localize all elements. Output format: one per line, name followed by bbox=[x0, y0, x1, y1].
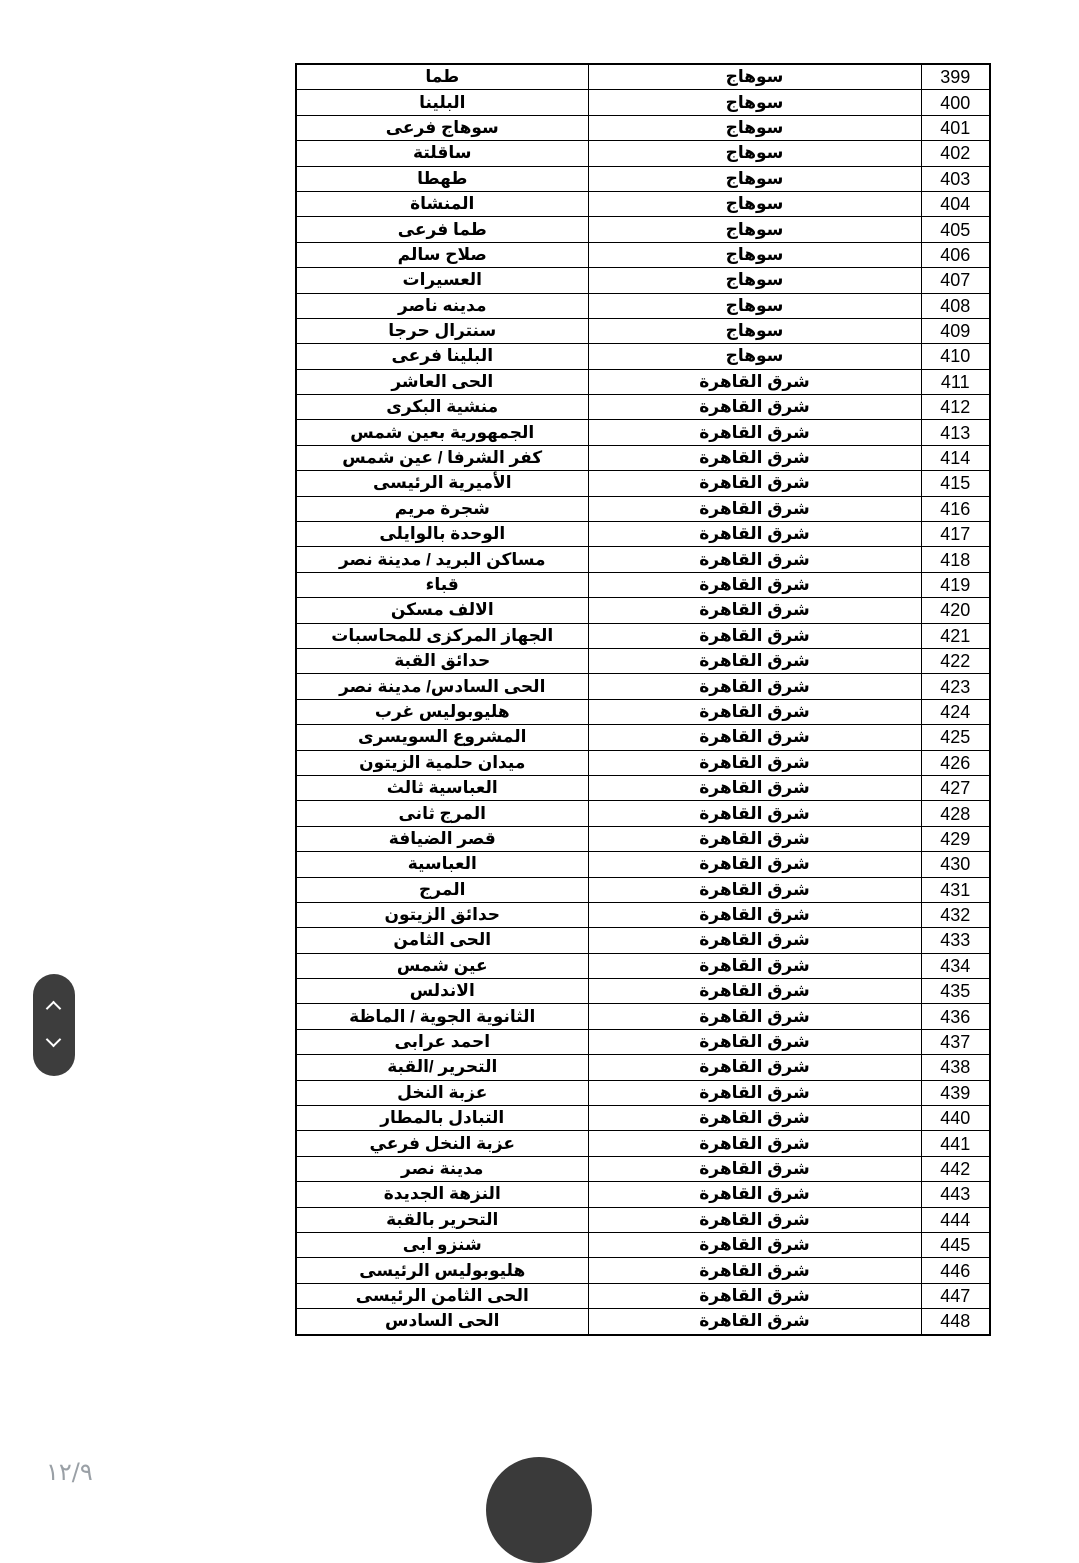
table-row bbox=[296, 522, 990, 547]
row-number-cell: 440 bbox=[921, 1106, 990, 1131]
office-name-cell: الثانوية الجوية / الماظة bbox=[296, 1004, 588, 1029]
row-number-cell: 417 bbox=[921, 522, 990, 547]
table-row bbox=[296, 699, 990, 724]
row-number-cell: 416 bbox=[921, 496, 990, 521]
office-name-cell: طهطا bbox=[296, 166, 588, 191]
office-name-cell: حدائق القبة bbox=[296, 648, 588, 673]
office-name-cell: احمد عرابى bbox=[296, 1029, 588, 1054]
office-name-cell: سوهاج فرعى bbox=[296, 115, 588, 140]
office-name-cell: الجهاز المركزى للمحاسبات bbox=[296, 623, 588, 648]
office-name-cell: عين شمس bbox=[296, 953, 588, 978]
governorate-cell: شرق القاهرة bbox=[588, 445, 921, 470]
governorate-cell: شرق القاهرة bbox=[588, 775, 921, 800]
office-name-cell: المشروع السويسرى bbox=[296, 725, 588, 750]
table-row bbox=[296, 572, 990, 597]
office-name-cell: هليوبوليس غرب bbox=[296, 699, 588, 724]
table-row bbox=[296, 928, 990, 953]
office-name-cell: مدينة نصر bbox=[296, 1156, 588, 1181]
office-name-cell: التبادل بالمطار bbox=[296, 1106, 588, 1131]
table-row bbox=[296, 1055, 990, 1080]
governorate-cell: شرق القاهرة bbox=[588, 1029, 921, 1054]
governorate-cell: شرق القاهرة bbox=[588, 979, 921, 1004]
table-row bbox=[296, 674, 990, 699]
table-row bbox=[296, 1106, 990, 1131]
governorate-cell: شرق القاهرة bbox=[588, 395, 921, 420]
table-row bbox=[296, 979, 990, 1004]
row-number-cell: 407 bbox=[921, 268, 990, 293]
governorate-cell: شرق القاهرة bbox=[588, 496, 921, 521]
row-number-cell: 420 bbox=[921, 598, 990, 623]
office-name-cell: طما فرعى bbox=[296, 217, 588, 242]
office-name-cell: الأميرية الرئيسى bbox=[296, 471, 588, 496]
governorate-cell: شرق القاهرة bbox=[588, 1131, 921, 1156]
governorate-cell: شرق القاهرة bbox=[588, 1232, 921, 1257]
governorate-cell: سوهاج bbox=[588, 141, 921, 166]
table-row bbox=[296, 293, 990, 318]
governorate-cell: شرق القاهرة bbox=[588, 852, 921, 877]
row-number-cell: 412 bbox=[921, 395, 990, 420]
office-name-cell: البلينا فرعى bbox=[296, 344, 588, 369]
governorate-cell: شرق القاهرة bbox=[588, 1258, 921, 1283]
table-row bbox=[296, 547, 990, 572]
row-number-cell: 430 bbox=[921, 852, 990, 877]
governorate-cell: شرق القاهرة bbox=[588, 522, 921, 547]
table-row bbox=[296, 344, 990, 369]
row-number-cell: 402 bbox=[921, 141, 990, 166]
office-name-cell: شجرة مريم bbox=[296, 496, 588, 521]
table-row bbox=[296, 750, 990, 775]
office-name-cell: سنترال حرجا bbox=[296, 318, 588, 343]
row-number-cell: 429 bbox=[921, 826, 990, 851]
table-row bbox=[296, 648, 990, 673]
table-row bbox=[296, 1258, 990, 1283]
office-name-cell: الجمهورية بعين شمس bbox=[296, 420, 588, 445]
table-row bbox=[296, 1207, 990, 1232]
table-row bbox=[296, 877, 990, 902]
governorate-cell: سوهاج bbox=[588, 344, 921, 369]
governorate-cell: شرق القاهرة bbox=[588, 1106, 921, 1131]
governorate-cell: شرق القاهرة bbox=[588, 598, 921, 623]
table-row bbox=[296, 598, 990, 623]
office-name-cell: الحى الثامن bbox=[296, 928, 588, 953]
row-number-cell: 408 bbox=[921, 293, 990, 318]
governorate-cell: شرق القاهرة bbox=[588, 1207, 921, 1232]
row-number-cell: 444 bbox=[921, 1207, 990, 1232]
office-name-cell: البلينا bbox=[296, 90, 588, 115]
governorate-cell: سوهاج bbox=[588, 217, 921, 242]
governorate-cell: سوهاج bbox=[588, 115, 921, 140]
office-name-cell: قصر الضيافة bbox=[296, 826, 588, 851]
table-body bbox=[296, 64, 990, 1335]
table-row bbox=[296, 242, 990, 267]
table-row bbox=[296, 1029, 990, 1054]
governorate-cell: شرق القاهرة bbox=[588, 928, 921, 953]
office-name-cell: الحى الثامن الرئيسى bbox=[296, 1283, 588, 1308]
office-name-cell: طما bbox=[296, 64, 588, 90]
row-number-cell: 433 bbox=[921, 928, 990, 953]
page-indicator: ١٢/٩ bbox=[46, 1458, 93, 1486]
table-row bbox=[296, 1232, 990, 1257]
table-row bbox=[296, 953, 990, 978]
row-number-cell: 424 bbox=[921, 699, 990, 724]
row-number-cell: 438 bbox=[921, 1055, 990, 1080]
table-row bbox=[296, 395, 990, 420]
table-row bbox=[296, 623, 990, 648]
governorate-cell: شرق القاهرة bbox=[588, 369, 921, 394]
table-row bbox=[296, 1283, 990, 1308]
table-row bbox=[296, 191, 990, 216]
governorate-cell: سوهاج bbox=[588, 268, 921, 293]
office-name-cell: منشية البكرى bbox=[296, 395, 588, 420]
row-number-cell: 421 bbox=[921, 623, 990, 648]
row-number-cell: 441 bbox=[921, 1131, 990, 1156]
office-name-cell: كفر الشرفا / عين شمس bbox=[296, 445, 588, 470]
governorate-cell: شرق القاهرة bbox=[588, 801, 921, 826]
row-number-cell: 443 bbox=[921, 1182, 990, 1207]
governorate-cell: شرق القاهرة bbox=[588, 877, 921, 902]
table-row bbox=[296, 268, 990, 293]
row-number-cell: 426 bbox=[921, 750, 990, 775]
office-name-cell: عزبة النخل فرعي bbox=[296, 1131, 588, 1156]
governorate-cell: سوهاج bbox=[588, 64, 921, 90]
office-name-cell: المرج bbox=[296, 877, 588, 902]
row-number-cell: 405 bbox=[921, 217, 990, 242]
row-number-cell: 422 bbox=[921, 648, 990, 673]
table-row bbox=[296, 725, 990, 750]
office-name-cell: التحرير /القبة bbox=[296, 1055, 588, 1080]
table-row bbox=[296, 420, 990, 445]
row-number-cell: 428 bbox=[921, 801, 990, 826]
page-scroll-control bbox=[33, 974, 75, 1076]
row-number-cell: 413 bbox=[921, 420, 990, 445]
row-number-cell: 446 bbox=[921, 1258, 990, 1283]
office-name-cell: المرج ثانى bbox=[296, 801, 588, 826]
office-name-cell: التحرير بالقبة bbox=[296, 1207, 588, 1232]
row-number-cell: 409 bbox=[921, 318, 990, 343]
governorate-cell: شرق القاهرة bbox=[588, 725, 921, 750]
office-name-cell: الحى السادس/ مدينة نصر bbox=[296, 674, 588, 699]
governorate-cell: سوهاج bbox=[588, 90, 921, 115]
row-number-cell: 432 bbox=[921, 902, 990, 927]
row-number-cell: 415 bbox=[921, 471, 990, 496]
governorate-cell: شرق القاهرة bbox=[588, 1055, 921, 1080]
table-row bbox=[296, 902, 990, 927]
office-name-cell: العباسية bbox=[296, 852, 588, 877]
row-number-cell: 406 bbox=[921, 242, 990, 267]
table-row bbox=[296, 318, 990, 343]
governorate-cell: شرق القاهرة bbox=[588, 623, 921, 648]
governorate-cell: سوهاج bbox=[588, 191, 921, 216]
governorate-cell: سوهاج bbox=[588, 293, 921, 318]
row-number-cell: 436 bbox=[921, 1004, 990, 1029]
chevron-down-icon[interactable] bbox=[46, 1032, 62, 1048]
table-row bbox=[296, 826, 990, 851]
governorate-cell: شرق القاهرة bbox=[588, 1309, 921, 1335]
office-name-cell: ساقلتة bbox=[296, 141, 588, 166]
row-number-cell: 411 bbox=[921, 369, 990, 394]
table-row bbox=[296, 166, 990, 191]
office-name-cell: ميدان حلمية الزيتون bbox=[296, 750, 588, 775]
governorate-cell: شرق القاهرة bbox=[588, 1283, 921, 1308]
office-name-cell: صلاح سالم bbox=[296, 242, 588, 267]
row-number-cell: 404 bbox=[921, 191, 990, 216]
row-number-cell: 401 bbox=[921, 115, 990, 140]
office-name-cell: مساكن البريد / مدينة نصر bbox=[296, 547, 588, 572]
row-number-cell: 434 bbox=[921, 953, 990, 978]
office-name-cell: العسيرات bbox=[296, 268, 588, 293]
row-number-cell: 425 bbox=[921, 725, 990, 750]
governorate-cell: سوهاج bbox=[588, 166, 921, 191]
chevron-up-icon[interactable] bbox=[46, 1001, 62, 1017]
row-number-cell: 400 bbox=[921, 90, 990, 115]
row-number-cell: 399 bbox=[921, 64, 990, 90]
table-row bbox=[296, 115, 990, 140]
row-number-cell: 418 bbox=[921, 547, 990, 572]
governorate-cell: شرق القاهرة bbox=[588, 1004, 921, 1029]
row-number-cell: 427 bbox=[921, 775, 990, 800]
table-row bbox=[296, 496, 990, 521]
row-number-cell: 403 bbox=[921, 166, 990, 191]
row-number-cell: 423 bbox=[921, 674, 990, 699]
row-number-cell: 448 bbox=[921, 1309, 990, 1335]
office-name-cell: الحى السادس bbox=[296, 1309, 588, 1335]
office-name-cell: المنشاة bbox=[296, 191, 588, 216]
table-row bbox=[296, 1156, 990, 1181]
office-name-cell: الاندلس bbox=[296, 979, 588, 1004]
row-number-cell: 439 bbox=[921, 1080, 990, 1105]
governorate-cell: شرق القاهرة bbox=[588, 648, 921, 673]
row-number-cell: 414 bbox=[921, 445, 990, 470]
governorate-cell: شرق القاهرة bbox=[588, 420, 921, 445]
office-name-cell: العباسية ثالث bbox=[296, 775, 588, 800]
table-row bbox=[296, 445, 990, 470]
table-row bbox=[296, 1182, 990, 1207]
row-number-cell: 435 bbox=[921, 979, 990, 1004]
governorate-cell: شرق القاهرة bbox=[588, 572, 921, 597]
table-row bbox=[296, 852, 990, 877]
office-name-cell: هليوبوليس الرئيسى bbox=[296, 1258, 588, 1283]
governorate-cell: سوهاج bbox=[588, 318, 921, 343]
table-row bbox=[296, 1080, 990, 1105]
row-number-cell: 431 bbox=[921, 877, 990, 902]
governorate-cell: شرق القاهرة bbox=[588, 699, 921, 724]
row-number-cell: 442 bbox=[921, 1156, 990, 1181]
table-row bbox=[296, 369, 990, 394]
governorate-cell: شرق القاهرة bbox=[588, 953, 921, 978]
row-number-cell: 447 bbox=[921, 1283, 990, 1308]
table-row bbox=[296, 471, 990, 496]
governorate-cell: سوهاج bbox=[588, 242, 921, 267]
governorate-cell: شرق القاهرة bbox=[588, 1182, 921, 1207]
governorate-cell: شرق القاهرة bbox=[588, 826, 921, 851]
governorate-cell: شرق القاهرة bbox=[588, 1080, 921, 1105]
table-row bbox=[296, 64, 990, 90]
office-name-cell: الحى العاشر bbox=[296, 369, 588, 394]
table-row bbox=[296, 141, 990, 166]
floating-action-button[interactable] bbox=[486, 1457, 592, 1563]
table-row bbox=[296, 775, 990, 800]
table-row bbox=[296, 217, 990, 242]
table-row bbox=[296, 90, 990, 115]
office-name-cell: مدينه ناصر bbox=[296, 293, 588, 318]
governorate-cell: شرق القاهرة bbox=[588, 547, 921, 572]
office-name-cell: شنزو ابى bbox=[296, 1232, 588, 1257]
row-number-cell: 419 bbox=[921, 572, 990, 597]
governorate-cell: شرق القاهرة bbox=[588, 750, 921, 775]
office-name-cell: قباء bbox=[296, 572, 588, 597]
table-row bbox=[296, 1309, 990, 1335]
table-row bbox=[296, 801, 990, 826]
office-name-cell: الالف مسكن bbox=[296, 598, 588, 623]
governorate-cell: شرق القاهرة bbox=[588, 471, 921, 496]
office-name-cell: الوحدة بالوايلى bbox=[296, 522, 588, 547]
governorate-cell: شرق القاهرة bbox=[588, 902, 921, 927]
row-number-cell: 445 bbox=[921, 1232, 990, 1257]
table-row bbox=[296, 1004, 990, 1029]
office-name-cell: النزهة الجديدة bbox=[296, 1182, 588, 1207]
office-name-cell: حدائق الزيتون bbox=[296, 902, 588, 927]
offices-table bbox=[295, 63, 991, 1336]
row-number-cell: 437 bbox=[921, 1029, 990, 1054]
table-row bbox=[296, 1131, 990, 1156]
governorate-cell: شرق القاهرة bbox=[588, 1156, 921, 1181]
row-number-cell: 410 bbox=[921, 344, 990, 369]
governorate-cell: شرق القاهرة bbox=[588, 674, 921, 699]
office-name-cell: عزبة النخل bbox=[296, 1080, 588, 1105]
